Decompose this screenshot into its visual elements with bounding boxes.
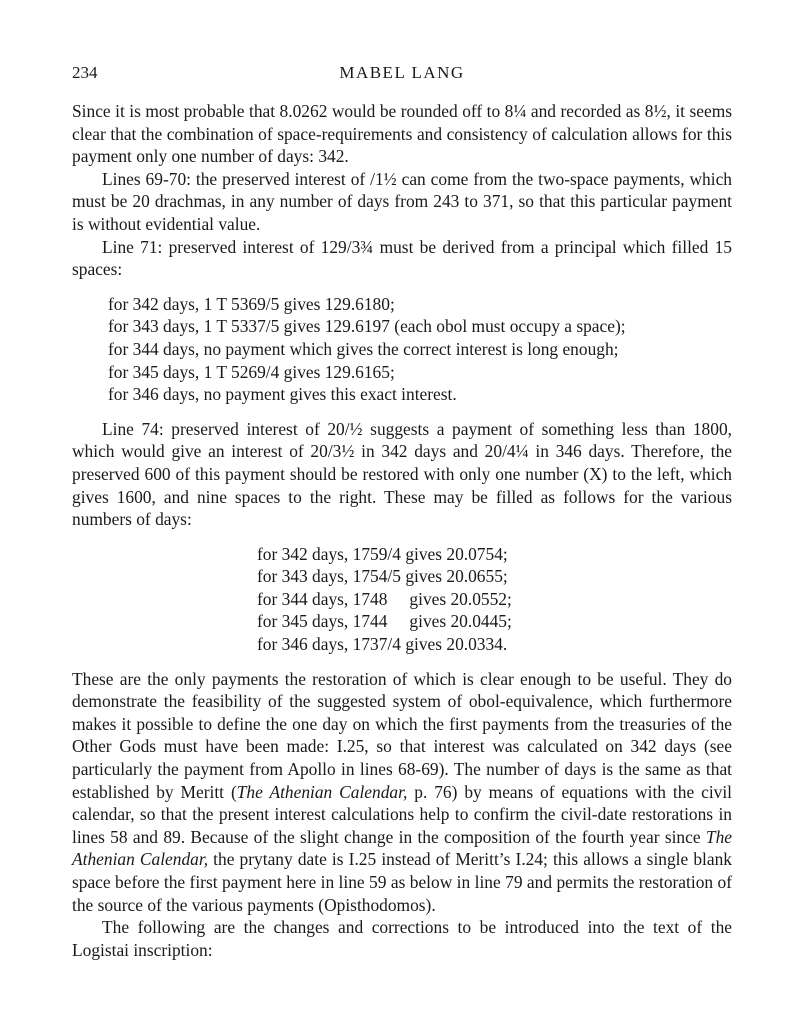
page-header	[72, 63, 732, 85]
paragraph-3: Line 71: preserved interest of 129/3¾ must be derived from a principal which filled 15 spaces:	[72, 236, 732, 280]
list-item: for 342 days, 1 T 5369/5 gives 129.6180;	[108, 293, 395, 314]
paragraph-4: Line 74: preserved interest of 20/½ suggests a payment of something less than 1800, which would give an interest of 20/3½ in 342 days and 20/4¼ in 346 days. Therefore, the preserved 600 of this payment should be restored with only one number (X) to the left, which gives 1600, and nine spaces to the right. These may be filled as follows for the various numbers of days:	[72, 418, 732, 530]
list-item: for 345 days, 1744 gives 20.0445;	[257, 611, 512, 632]
body-text	[72, 100, 732, 961]
paragraph-1: Since it is most probable that 8.0262 would be rounded off to 8¼ and recorded as 8½, it seems clear that the combination of space-requirements and consistency of calculation allows for this payment only one number of days: 342.	[72, 101, 732, 167]
list-item: for 346 days, no payment gives this exact interest.	[108, 384, 457, 405]
running-head: MABEL LANG	[339, 63, 465, 82]
payment-list-line-74	[72, 543, 732, 656]
book-title: The Athenian Calendar,	[72, 826, 732, 870]
list-item: for 346 days, 1737/4 gives 20.0334.	[257, 634, 508, 655]
page-number: 234	[72, 63, 98, 82]
list-item: for 344 days, 1748 gives 20.0552;	[257, 588, 512, 609]
paragraph-2: Lines 69-70: the preserved interest of /1½ can come from the two-space payments, which must be 20 drachmas, in any number of days from 243 to 371, so that this particular payment is without evidential value.	[72, 168, 732, 234]
list-item: for 343 days, 1 T 5337/5 gives 129.6197 (each obol must occupy a space);	[108, 316, 626, 337]
list-item: for 345 days, 1 T 5269/4 gives 129.6165;	[108, 361, 395, 382]
list-item: for 342 days, 1759/4 gives 20.0754;	[257, 543, 508, 564]
book-title: The Athenian Calendar,	[236, 781, 408, 802]
payment-list-line-71	[72, 293, 732, 406]
list-item: for 343 days, 1754/5 gives 20.0655;	[257, 566, 508, 587]
paragraph-5: These are the only payments the restoration of which is clear enough to be useful. They do demonstrate the feasibility of the suggested system of obol-equivalence, which furthermore makes it possible to define the one day on which the first payments from the treasuries of the Other Gods must have been made: I.25, so that interest was calculated on 342 days (see particularly the payment from Apollo in lines 68-69). The number of days is the same as that established by Meritt (The Athenian Calendar, p. 76) by means of equations with the civil calendar, so that the present interest calculations help to confirm the civil-date restorations in lines 58 and 89. Because of the slight change in the composition of the fourth year since The Athenian Calendar, the prytany date is I.25 instead of Meritt’s I.24; this allows a single blank space before the first payment here in line 59 as below in line 79 and permits the restoration of the source of the various payments (Opisthodomos).	[72, 668, 733, 915]
paragraph-6: The following are the changes and corrections to be introduced into the text of the Logistai inscription:	[72, 917, 732, 960]
list-item: for 344 days, no payment which gives the correct interest is long enough;	[108, 338, 619, 359]
